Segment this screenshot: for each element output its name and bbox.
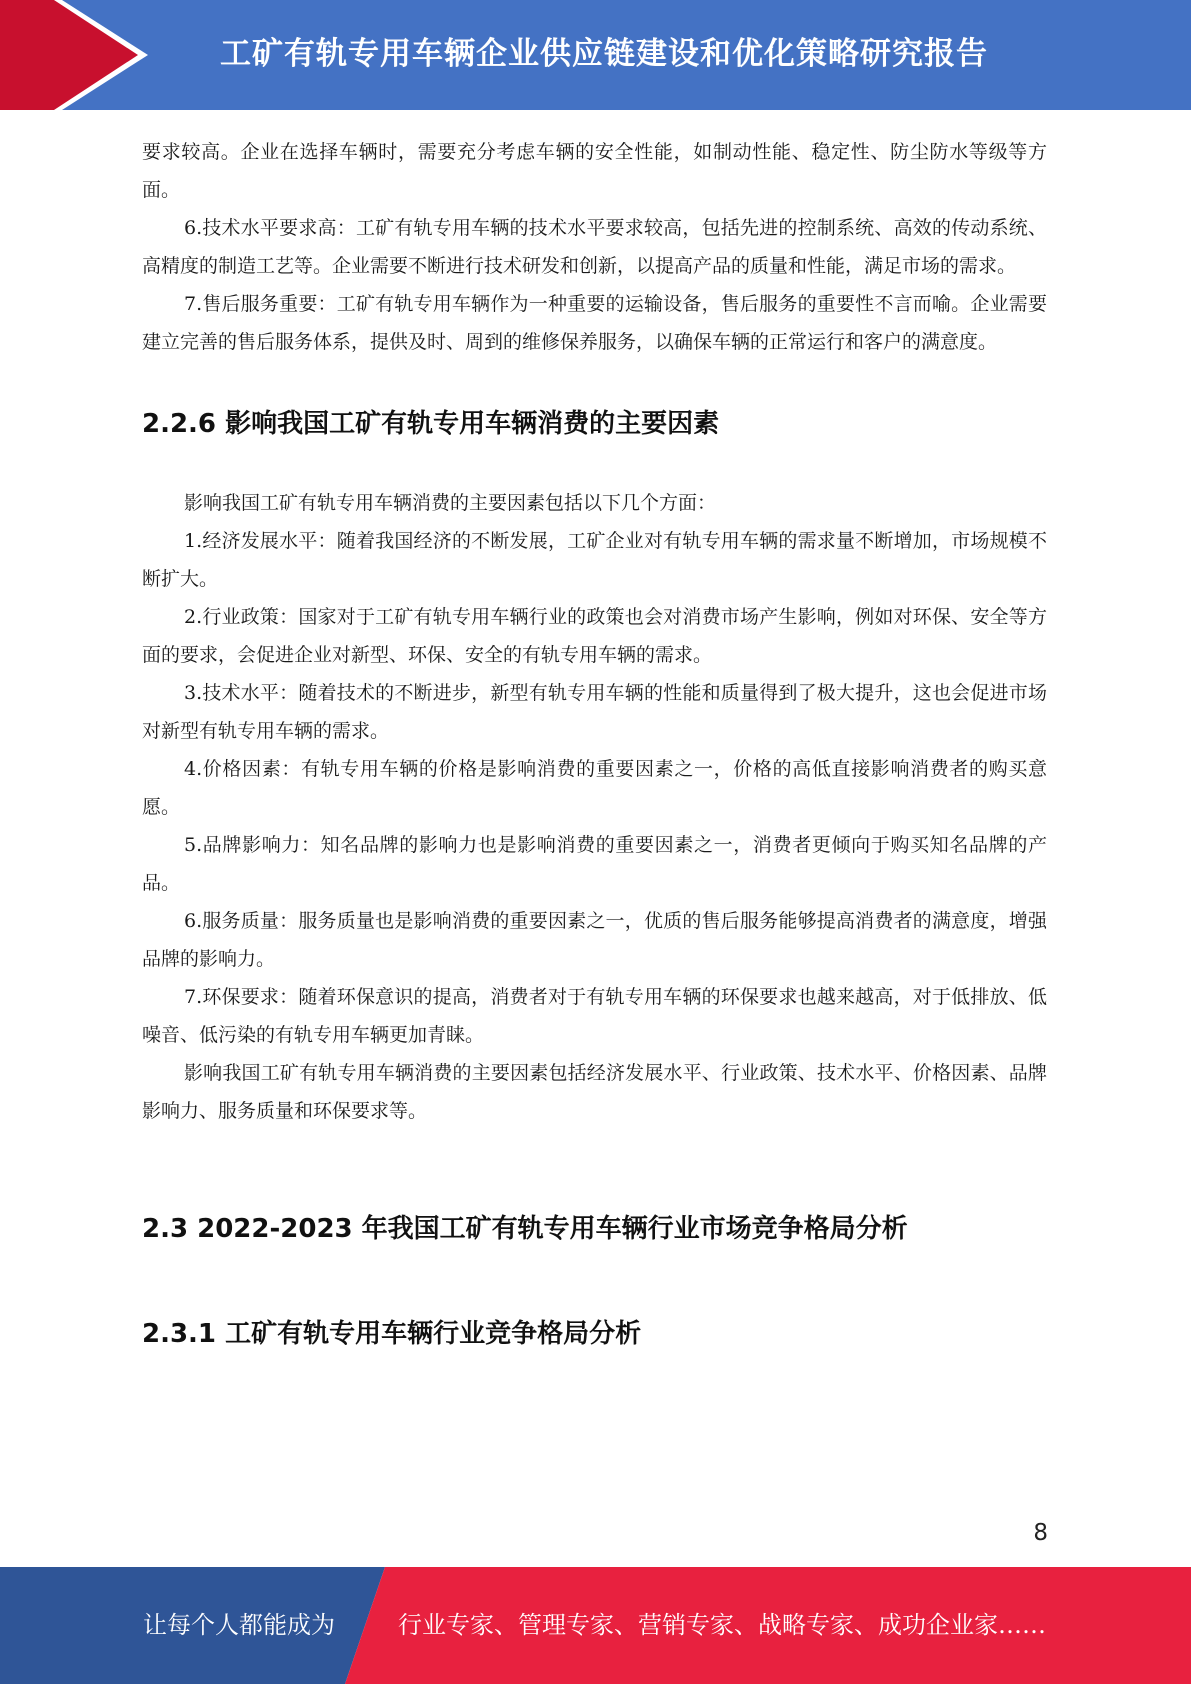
paragraph: 7.售后服务重要：工矿有轨专用车辆作为一种重要的运输设备，售后服务的重要性不言而喻。企业需要建立完善的售后服务体系，提供及时、周到的维修保养服务，以确保车辆的正常运行和客户的满意度。 <box>142 293 1047 353</box>
report-title: 工矿有轨专用车辆企业供应链建设和优化策略研究报告 <box>220 36 988 72</box>
page-content <box>142 133 1047 1350</box>
paragraph: 影响我国工矿有轨专用车辆消费的主要因素包括以下几个方面： <box>184 492 717 514</box>
paragraph: 1.经济发展水平：随着我国经济的不断发展，工矿企业对有轨专用车辆的需求量不断增加，市场规模不断扩大。 <box>142 530 1047 590</box>
paragraph: 2.行业政策：国家对于工矿有轨专用车辆行业的政策也会对消费市场产生影响，例如对环保、安全等方面的要求，会促进企业对新型、环保、安全的有轨专用车辆的需求。 <box>142 606 1047 666</box>
header-band <box>0 0 1191 110</box>
footer-band <box>0 1567 1191 1684</box>
footer-slogan-right: 行业专家、管理专家、营销专家、战略专家、成功企业家…… <box>398 1611 1046 1639</box>
paragraph: 6.技术水平要求高：工矿有轨专用车辆的技术水平要求较高，包括先进的控制系统、高效的传动系统、高精度的制造工艺等。企业需要不断进行技术研发和创新，以提高产品的质量和性能，满足市场的需求。 <box>142 217 1047 277</box>
page-number: 8 <box>1033 1520 1048 1546</box>
section-heading-2-3: 2.3 2022-2023 年我国工矿有轨专用车辆行业市场竞争格局分析 <box>142 1214 908 1244</box>
header-arrow-icon <box>0 0 160 110</box>
paragraph: 3.技术水平：随着技术的不断进步，新型有轨专用车辆的性能和质量得到了极大提升，这也会促进市场对新型有轨专用车辆的需求。 <box>142 682 1047 742</box>
paragraph: 6.服务质量：服务质量也是影响消费的重要因素之一，优质的售后服务能够提高消费者的满意度，增强品牌的影响力。 <box>142 910 1047 970</box>
paragraph: 5.品牌影响力：知名品牌的影响力也是影响消费的重要因素之一，消费者更倾向于购买知名品牌的产品。 <box>142 834 1047 894</box>
section-heading-2-3-1: 2.3.1 工矿有轨专用车辆行业竞争格局分析 <box>142 1319 642 1349</box>
paragraph: 要求较高。企业在选择车辆时，需要充分考虑车辆的安全性能，如制动性能、稳定性、防尘防水等级等方面。 <box>142 141 1047 201</box>
paragraph: 7.环保要求：随着环保意识的提高，消费者对于有轨专用车辆的环保要求也越来越高，对于低排放、低噪音、低污染的有轨专用车辆更加青睐。 <box>142 986 1047 1046</box>
paragraph: 影响我国工矿有轨专用车辆消费的主要因素包括经济发展水平、行业政策、技术水平、价格因素、品牌影响力、服务质量和环保要求等。 <box>142 1062 1047 1122</box>
footer-slogan-left: 让每个人都能成为 <box>143 1611 335 1639</box>
paragraph: 4.价格因素：有轨专用车辆的价格是影响消费的重要因素之一，价格的高低直接影响消费者的购买意愿。 <box>142 758 1047 818</box>
section-heading-2-2-6: 2.2.6 影响我国工矿有轨专用车辆消费的主要因素 <box>142 409 720 439</box>
